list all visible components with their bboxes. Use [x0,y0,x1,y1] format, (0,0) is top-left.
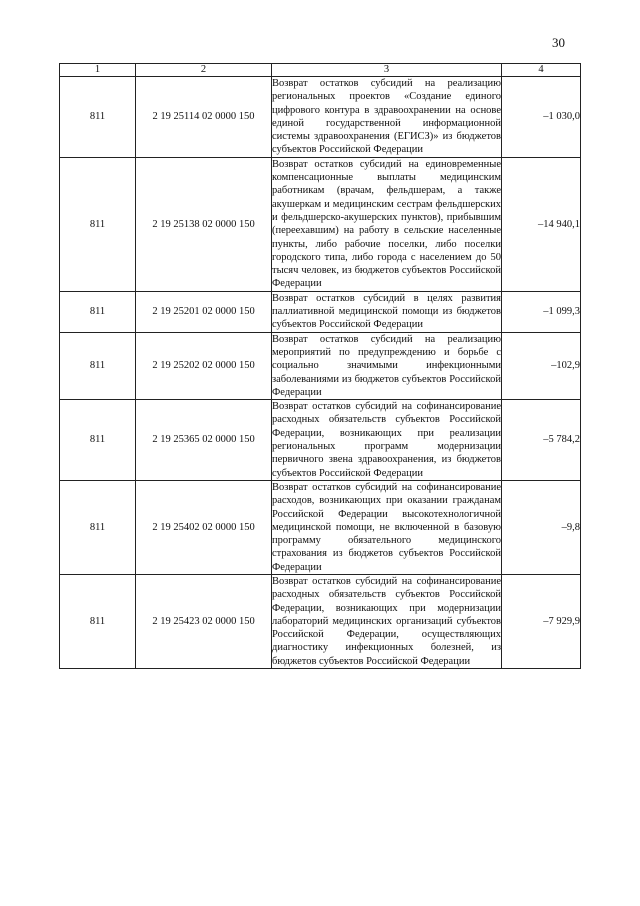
budget-code-cell: 2 19 25138 02 0000 150 [136,157,272,291]
budget-code-cell: 2 19 25365 02 0000 150 [136,400,272,481]
income-name-cell: Возврат остатков субсидий на софинансирование расходных обязательств субъектов Российской Федерации, возникающих при модернизации лабораторий медицинских организаций субъектов Российской Федерации, осуществляющих диагностику инфекционных болезней, из бюджетов субъектов Российской Федерации [272,575,501,667]
table-row [60,291,581,332]
column-header-4: 4 [502,64,581,77]
income-name-cell: Возврат остатков субсидий на единовременные компенсационные выплаты медицинским работникам (врачам, фельдшерам, а также акушеркам и медицинским сестрам фельдшерских и фельдшерско-акушерских пунктов), прибывшим (переехавшим) на работу в сельские населенные пункты, либо рабочие поселки, либо поселки городского типа, либо города с населением до 50 тысяч человек, из бюджетов субъектов Российской Федерации [272,158,501,290]
table-row [60,480,581,574]
income-name-cell: Возврат остатков субсидий на софинансирование расходных обязательств субъектов Российской Федерации, возникающих при реализации региональных программ модернизации первичного звена здравоохранения, из бюджетов субъектов Российской Федерации [272,401,501,479]
income-name-cell: Возврат остатков субсидий на софинансирование расходов, возникающих при оказании гражданам Российской Федерации высокотехнологичной медицинской помощи, не включенной в базовую программу обязательного медицинского страхования из бюджетов субъектов Российской Федерации [272,481,501,573]
amount-cell: –1 030,0 [502,77,581,158]
income-name-cell: Возврат остатков субсидий на реализацию региональных проектов «Создание единого цифрового контура в здравоохранении на основе единой государственной информационной системы здравоохранения (ЕГИСЗ)» из бюджетов субъектов Российской Федерации [272,78,501,156]
admin-code-cell: 811 [60,480,136,574]
column-header-3: 3 [272,64,502,77]
admin-code-cell: 811 [60,291,136,332]
page-number: 30 [552,35,565,50]
admin-code-cell: 811 [60,574,136,668]
budget-table [59,63,581,669]
admin-code-cell: 811 [60,400,136,481]
amount-cell: –14 940,1 [502,157,581,291]
admin-code-cell: 811 [60,332,136,399]
amount-cell: –102,9 [502,332,581,399]
table-row [60,157,581,291]
table-row [60,332,581,399]
income-name-cell: Возврат остатков субсидий в целях развития паллиативной медицинской помощи из бюджетов субъектов Российской Федерации [272,292,501,331]
budget-code-cell: 2 19 25114 02 0000 150 [136,77,272,158]
budget-code-cell: 2 19 25423 02 0000 150 [136,574,272,668]
income-name-cell: Возврат остатков субсидий на реализацию мероприятий по предупреждению и борьбе с социально значимыми инфекционными заболеваниями из бюджетов субъектов Российской Федерации [272,333,501,398]
amount-cell: –9,8 [502,480,581,574]
column-header-2: 2 [136,64,272,77]
amount-cell: –1 099,3 [502,291,581,332]
table-row [60,400,581,481]
amount-cell: –7 929,9 [502,574,581,668]
budget-code-cell: 2 19 25201 02 0000 150 [136,291,272,332]
budget-code-cell: 2 19 25402 02 0000 150 [136,480,272,574]
column-header-1: 1 [60,64,136,77]
amount-cell: –5 784,2 [502,400,581,481]
admin-code-cell: 811 [60,77,136,158]
table-row [60,574,581,668]
budget-code-cell: 2 19 25202 02 0000 150 [136,332,272,399]
admin-code-cell: 811 [60,157,136,291]
table-header-row [60,64,581,77]
table-row [60,77,581,158]
